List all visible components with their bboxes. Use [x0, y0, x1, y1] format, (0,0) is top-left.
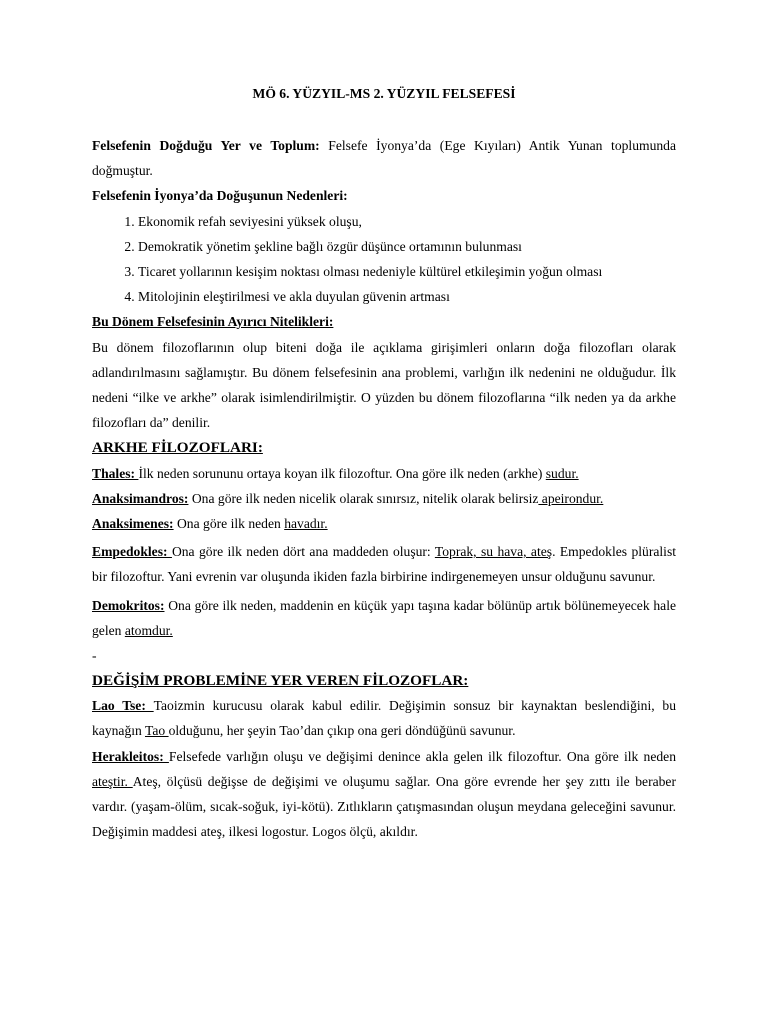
birthplace-text: Felsefe İyonya’da (Ege Kıyıları) Antik Yunan toplumunda doğmuştur.	[92, 138, 676, 179]
features-heading	[92, 309, 676, 334]
entry-text: Ona göre ilk neden	[173, 516, 285, 532]
list-item: 1. Ekonomik refah seviyesini yüksek oluşu,	[138, 209, 676, 234]
key-term: sudur.	[545, 465, 579, 481]
entry-text: Felsefede varlığın oluşu ve değişimi denince akla gelen ilk filozoftur. Ona göre ilk neden	[168, 748, 676, 764]
reasons-heading	[92, 183, 676, 208]
features-heading-text: Bu Dönem Felsefesinin Ayırıcı Nitelikleri:	[92, 314, 334, 330]
list-item: 4. Mitolojinin eleştirilmesi ve akla duyulan güvenin artması	[138, 284, 676, 309]
key-term: ateştir.	[92, 773, 133, 789]
philosopher-name: Empedokles:	[92, 544, 172, 560]
key-term: havadır.	[284, 516, 328, 532]
philosopher-name: Anaksimenes:	[92, 516, 174, 532]
entry-empedokles	[92, 539, 676, 589]
entry-text: Ona göre ilk neden nicelik olarak sınırsız, nitelik olarak belirsiz	[188, 490, 539, 506]
entry-demokritos	[92, 593, 676, 643]
features-paragraph: Bu dönem filozoflarının olup biteni doğa ile açıklama girişimleri onların doğa filozofları olarak adlandırılmasını sağlamıştır. Bu dönem felsefesinin ana problemi, varlığın ilk nedenini ne olduğudur. İlk nedeni “ilke ve arkhe” olarak isimlendirilmiştir. O yüzden bu dönem filozoflarına “ilk neden ya da arkhe filozofları da” denilir.	[92, 339, 676, 431]
key-term: atomdur.	[124, 622, 173, 638]
paragraph-birthplace	[92, 133, 676, 183]
entry-laotse	[92, 693, 676, 743]
key-term: Toprak, su hava, ateş	[434, 544, 553, 560]
change-heading	[92, 668, 676, 693]
document-title: MÖ 6. YÜZYIL-MS 2. YÜZYIL FELSEFESİ	[252, 86, 516, 101]
reasons-heading-text: Felsefenin İyonya’da Doğuşunun Nedenleri:	[92, 188, 348, 204]
document-body	[92, 133, 676, 844]
philosopher-name: Anaksimandros:	[92, 490, 189, 506]
entry-anaksimenes	[92, 511, 676, 536]
change-heading-text: DEĞİŞİM PROBLEMİNE YER VEREN FİLOZOFLAR:	[92, 672, 469, 690]
entry-text: Taoizmin kurucusu olarak kabul edilir. Değişimin sonsuz bir kaynaktan beslendiğini, bu kaynağın	[92, 698, 676, 739]
entry-text-rest: olduğunu, her şeyin Tao’dan çıkıp ona geri döndüğünü savunur.	[168, 723, 516, 739]
birthplace-label: Felsefenin Doğduğu Yer ve Toplum:	[92, 138, 320, 153]
arkhe-heading-text: ARKHE FİLOZOFLARI:	[92, 439, 263, 457]
philosopher-name: Herakleitos:	[92, 748, 169, 764]
entry-anaksimandros	[92, 486, 676, 511]
philosopher-name: Thales:	[92, 465, 139, 481]
arkhe-heading	[92, 435, 676, 460]
entry-text: Ona göre ilk neden dört ana maddeden oluşur:	[171, 544, 435, 560]
philosopher-name: Lao Tse:	[92, 698, 154, 714]
reasons-list	[92, 209, 676, 310]
key-term: apeirondur.	[538, 490, 604, 506]
entry-text-rest: Ateş, ölçüsü değişse de değişimi ve oluşumu sağlar. Ona göre evrende her şey zıttı ile beraber vardır. (yaşam-ölüm, sıcak-soğuk, iyi-kötü). Zıtlıkların çatışmasından oluşun meydana geleceğini savunur. Değişimin maddesi ateş, ilkesi logostur. Logos ölçü, akıldır.	[92, 773, 676, 840]
entry-thales	[92, 461, 676, 486]
key-term: Tao	[144, 723, 169, 739]
list-item: 3. Ticaret yollarının kesişim noktası olması nedeniyle kültürel etkileşimin yoğun olması	[138, 259, 676, 284]
list-item: 2. Demokratik yönetim şekline bağlı özgür düşünce ortamının bulunması	[138, 234, 676, 259]
entry-herakleitos	[92, 744, 676, 845]
dash-separator: -	[92, 648, 97, 664]
entry-text: Ona göre ilk neden, maddenin en küçük yapı taşına kadar bölünüp artık bölünemeyecek hale gelen	[92, 597, 676, 638]
philosopher-name: Demokritos:	[92, 597, 165, 613]
entry-text-rest: . Empedokles plüralist bir filozoftur. Yani evrenin var oluşunda ikiden fazla birbirine indirgenemeyen unsur olduğunu savunur.	[92, 544, 677, 585]
entry-text: İlk neden sorununu ortaya koyan ilk filozoftur. Ona göre ilk neden (arkhe)	[138, 465, 546, 481]
